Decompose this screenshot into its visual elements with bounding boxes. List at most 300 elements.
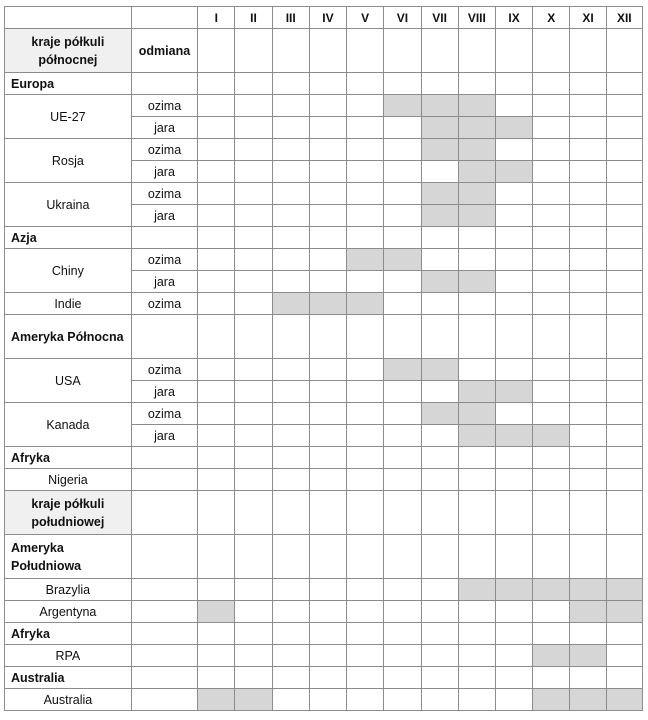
empty-cell xyxy=(421,535,458,579)
empty-cell xyxy=(309,667,346,689)
empty-cell xyxy=(495,535,532,579)
empty-cell xyxy=(272,117,309,139)
variety-cell: jara xyxy=(131,425,197,447)
empty-cell xyxy=(347,205,384,227)
empty-cell xyxy=(347,29,384,73)
empty-cell xyxy=(309,601,346,623)
empty-cell xyxy=(495,183,532,205)
empty-cell xyxy=(198,271,235,293)
variety-cell xyxy=(131,689,197,711)
empty-cell xyxy=(606,469,642,491)
empty-cell xyxy=(384,535,421,579)
empty-cell xyxy=(131,447,197,469)
month-header-II: II xyxy=(235,7,272,29)
empty-cell xyxy=(606,139,642,161)
empty-cell xyxy=(347,491,384,535)
empty-cell xyxy=(272,469,309,491)
variety-cell: ozima xyxy=(131,293,197,315)
empty-cell xyxy=(384,73,421,95)
empty-cell xyxy=(570,469,606,491)
data-row xyxy=(5,689,643,711)
empty-cell xyxy=(347,601,384,623)
empty-cell xyxy=(421,249,458,271)
empty-cell xyxy=(458,227,495,249)
empty-cell xyxy=(606,491,642,535)
empty-cell xyxy=(495,227,532,249)
empty-cell xyxy=(198,249,235,271)
region-header: kraje półkuli południowej xyxy=(5,491,132,535)
empty-cell xyxy=(347,117,384,139)
empty-cell xyxy=(570,117,606,139)
harvest-cell xyxy=(495,381,532,403)
month-header-I: I xyxy=(198,7,235,29)
empty-cell xyxy=(533,161,570,183)
harvest-cell xyxy=(533,689,570,711)
empty-cell xyxy=(235,425,272,447)
empty-cell xyxy=(198,315,235,359)
empty-cell xyxy=(384,689,421,711)
empty-cell xyxy=(533,315,570,359)
empty-cell xyxy=(198,117,235,139)
section-row xyxy=(5,73,643,95)
empty-cell xyxy=(198,491,235,535)
empty-cell xyxy=(570,623,606,645)
empty-cell xyxy=(533,359,570,381)
empty-cell xyxy=(347,535,384,579)
empty-cell xyxy=(347,381,384,403)
empty-cell xyxy=(570,315,606,359)
empty-cell xyxy=(309,447,346,469)
harvest-cell xyxy=(458,425,495,447)
empty-cell xyxy=(606,623,642,645)
empty-cell xyxy=(421,447,458,469)
empty-cell xyxy=(235,359,272,381)
empty-cell xyxy=(235,667,272,689)
harvest-cell xyxy=(421,271,458,293)
country-cell: Indie xyxy=(5,293,132,315)
empty-cell xyxy=(570,95,606,117)
empty-cell xyxy=(131,227,197,249)
empty-cell xyxy=(198,381,235,403)
section-label: Ameryka Północna xyxy=(5,315,132,359)
month-header-III: III xyxy=(272,7,309,29)
harvest-cell xyxy=(495,425,532,447)
empty-cell xyxy=(533,205,570,227)
empty-cell xyxy=(272,623,309,645)
harvest-cell xyxy=(384,359,421,381)
empty-cell xyxy=(309,271,346,293)
month-header-row xyxy=(5,7,643,29)
empty-cell xyxy=(384,205,421,227)
harvest-cell xyxy=(458,183,495,205)
empty-cell xyxy=(570,205,606,227)
empty-cell xyxy=(570,667,606,689)
variety-cell xyxy=(131,645,197,667)
empty-cell xyxy=(235,315,272,359)
empty-cell xyxy=(309,139,346,161)
empty-cell xyxy=(272,249,309,271)
harvest-cell xyxy=(198,689,235,711)
empty-cell xyxy=(309,227,346,249)
variety-cell: ozima xyxy=(131,403,197,425)
empty-cell xyxy=(235,205,272,227)
empty-cell xyxy=(606,183,642,205)
empty-cell xyxy=(384,579,421,601)
data-row xyxy=(5,469,643,491)
corner-cell xyxy=(131,7,197,29)
empty-cell xyxy=(309,381,346,403)
empty-cell xyxy=(533,601,570,623)
empty-cell xyxy=(495,359,532,381)
country-cell: Ukraina xyxy=(5,183,132,227)
harvest-cell xyxy=(421,95,458,117)
empty-cell xyxy=(309,623,346,645)
empty-cell xyxy=(347,161,384,183)
empty-cell xyxy=(570,425,606,447)
empty-cell xyxy=(570,161,606,183)
empty-cell xyxy=(235,469,272,491)
harvest-cell xyxy=(421,183,458,205)
empty-cell xyxy=(235,161,272,183)
empty-cell xyxy=(570,271,606,293)
empty-cell xyxy=(309,403,346,425)
empty-cell xyxy=(533,183,570,205)
empty-cell xyxy=(606,315,642,359)
empty-cell xyxy=(384,601,421,623)
empty-cell xyxy=(309,645,346,667)
empty-cell xyxy=(570,227,606,249)
variety-cell: ozima xyxy=(131,139,197,161)
empty-cell xyxy=(198,645,235,667)
harvest-cell xyxy=(533,425,570,447)
empty-cell xyxy=(198,161,235,183)
empty-cell xyxy=(347,403,384,425)
empty-cell xyxy=(272,73,309,95)
harvest-cell xyxy=(458,117,495,139)
empty-cell xyxy=(198,579,235,601)
empty-cell xyxy=(495,249,532,271)
data-row xyxy=(5,139,643,161)
empty-cell xyxy=(533,535,570,579)
empty-cell xyxy=(198,293,235,315)
empty-cell xyxy=(533,73,570,95)
empty-cell xyxy=(235,139,272,161)
empty-cell xyxy=(384,29,421,73)
empty-cell xyxy=(347,227,384,249)
country-cell: RPA xyxy=(5,645,132,667)
harvest-cell xyxy=(421,205,458,227)
harvest-cell xyxy=(570,579,606,601)
empty-cell xyxy=(198,667,235,689)
empty-cell xyxy=(309,161,346,183)
variety-cell: ozima xyxy=(131,249,197,271)
empty-cell xyxy=(235,623,272,645)
empty-cell xyxy=(198,205,235,227)
data-row xyxy=(5,601,643,623)
harvest-cell xyxy=(384,95,421,117)
empty-cell xyxy=(272,359,309,381)
empty-cell xyxy=(421,579,458,601)
empty-cell xyxy=(458,359,495,381)
harvest-cell xyxy=(309,293,346,315)
empty-cell xyxy=(235,95,272,117)
empty-cell xyxy=(309,95,346,117)
empty-cell xyxy=(570,249,606,271)
empty-cell xyxy=(606,271,642,293)
empty-cell xyxy=(570,447,606,469)
empty-cell xyxy=(458,689,495,711)
empty-cell xyxy=(347,645,384,667)
empty-cell xyxy=(235,535,272,579)
empty-cell xyxy=(235,73,272,95)
empty-cell xyxy=(458,469,495,491)
harvest-cell xyxy=(458,95,495,117)
empty-cell xyxy=(384,425,421,447)
section-row xyxy=(5,535,643,579)
month-header-IX: IX xyxy=(495,7,532,29)
month-header-XII: XII xyxy=(606,7,642,29)
empty-cell xyxy=(570,29,606,73)
empty-cell xyxy=(606,161,642,183)
empty-cell xyxy=(235,403,272,425)
empty-cell xyxy=(495,95,532,117)
empty-cell xyxy=(421,29,458,73)
empty-cell xyxy=(570,183,606,205)
empty-cell xyxy=(272,95,309,117)
data-row xyxy=(5,95,643,117)
empty-cell xyxy=(606,447,642,469)
empty-cell xyxy=(606,249,642,271)
empty-cell xyxy=(309,315,346,359)
empty-cell xyxy=(384,183,421,205)
empty-cell xyxy=(347,689,384,711)
empty-cell xyxy=(495,469,532,491)
month-header-VIII: VIII xyxy=(458,7,495,29)
harvest-cell xyxy=(458,139,495,161)
empty-cell xyxy=(272,161,309,183)
column-header-row xyxy=(5,29,643,73)
harvest-cell xyxy=(458,579,495,601)
empty-cell xyxy=(421,227,458,249)
empty-cell xyxy=(384,447,421,469)
empty-cell xyxy=(198,73,235,95)
section-label: Afryka xyxy=(5,623,132,645)
variety-cell xyxy=(131,579,197,601)
empty-cell xyxy=(384,381,421,403)
harvest-cell xyxy=(458,205,495,227)
empty-cell xyxy=(235,381,272,403)
empty-cell xyxy=(198,359,235,381)
empty-cell xyxy=(272,271,309,293)
section-label: Azja xyxy=(5,227,132,249)
month-header-XI: XI xyxy=(570,7,606,29)
empty-cell xyxy=(384,117,421,139)
empty-cell xyxy=(421,623,458,645)
empty-cell xyxy=(131,73,197,95)
empty-cell xyxy=(495,403,532,425)
empty-cell xyxy=(309,359,346,381)
empty-cell xyxy=(570,535,606,579)
harvest-cell xyxy=(421,403,458,425)
harvest-cell xyxy=(495,117,532,139)
empty-cell xyxy=(533,95,570,117)
empty-cell xyxy=(421,667,458,689)
empty-cell xyxy=(421,469,458,491)
country-cell: Kanada xyxy=(5,403,132,447)
empty-cell xyxy=(458,29,495,73)
variety-cell: ozima xyxy=(131,359,197,381)
empty-cell xyxy=(533,249,570,271)
empty-cell xyxy=(309,29,346,73)
empty-cell xyxy=(347,469,384,491)
harvest-cell xyxy=(235,689,272,711)
empty-cell xyxy=(495,601,532,623)
country-cell: Rosja xyxy=(5,139,132,183)
empty-cell xyxy=(606,645,642,667)
empty-cell xyxy=(198,29,235,73)
empty-cell xyxy=(235,491,272,535)
empty-cell xyxy=(198,227,235,249)
section-label: Afryka xyxy=(5,447,132,469)
empty-cell xyxy=(570,403,606,425)
empty-cell xyxy=(495,623,532,645)
empty-cell xyxy=(458,315,495,359)
empty-cell xyxy=(347,623,384,645)
section-row xyxy=(5,315,643,359)
empty-cell xyxy=(272,403,309,425)
empty-cell xyxy=(606,227,642,249)
empty-cell xyxy=(458,293,495,315)
empty-cell xyxy=(533,667,570,689)
empty-cell xyxy=(309,689,346,711)
empty-cell xyxy=(347,579,384,601)
empty-cell xyxy=(198,623,235,645)
empty-cell xyxy=(495,491,532,535)
harvest-cell xyxy=(458,381,495,403)
variety-cell: ozima xyxy=(131,95,197,117)
empty-cell xyxy=(458,73,495,95)
empty-cell xyxy=(347,73,384,95)
empty-cell xyxy=(272,645,309,667)
empty-cell xyxy=(235,601,272,623)
empty-cell xyxy=(606,117,642,139)
empty-cell xyxy=(347,447,384,469)
empty-cell xyxy=(235,293,272,315)
empty-cell xyxy=(198,139,235,161)
empty-cell xyxy=(533,403,570,425)
data-row xyxy=(5,249,643,271)
variety-cell: jara xyxy=(131,381,197,403)
empty-cell xyxy=(347,139,384,161)
empty-cell xyxy=(131,667,197,689)
empty-cell xyxy=(309,491,346,535)
harvest-cell xyxy=(495,579,532,601)
empty-cell xyxy=(606,381,642,403)
country-cell: Australia xyxy=(5,689,132,711)
corner-cell xyxy=(5,7,132,29)
empty-cell xyxy=(347,183,384,205)
harvest-cell xyxy=(570,689,606,711)
empty-cell xyxy=(272,183,309,205)
empty-cell xyxy=(235,645,272,667)
empty-cell xyxy=(235,271,272,293)
empty-cell xyxy=(421,645,458,667)
data-row xyxy=(5,579,643,601)
month-header-VI: VI xyxy=(384,7,421,29)
harvest-cell xyxy=(458,271,495,293)
variety-header: odmiana xyxy=(131,29,197,73)
country-cell: Nigeria xyxy=(5,469,132,491)
empty-cell xyxy=(495,205,532,227)
empty-cell xyxy=(198,403,235,425)
empty-cell xyxy=(533,117,570,139)
empty-cell xyxy=(533,491,570,535)
empty-cell xyxy=(606,29,642,73)
empty-cell xyxy=(606,95,642,117)
empty-cell xyxy=(198,183,235,205)
empty-cell xyxy=(495,645,532,667)
harvest-cell xyxy=(421,139,458,161)
harvest-cell xyxy=(347,249,384,271)
data-row xyxy=(5,403,643,425)
empty-cell xyxy=(570,359,606,381)
empty-cell xyxy=(272,315,309,359)
empty-cell xyxy=(533,227,570,249)
harvest-cell xyxy=(198,601,235,623)
empty-cell xyxy=(309,205,346,227)
empty-cell xyxy=(272,601,309,623)
empty-cell xyxy=(533,381,570,403)
empty-cell xyxy=(495,29,532,73)
empty-cell xyxy=(347,425,384,447)
harvest-cell xyxy=(458,403,495,425)
empty-cell xyxy=(235,117,272,139)
harvest-calendar-table xyxy=(4,6,643,711)
empty-cell xyxy=(309,183,346,205)
region-header-row xyxy=(5,491,643,535)
empty-cell xyxy=(458,535,495,579)
empty-cell xyxy=(272,667,309,689)
empty-cell xyxy=(235,579,272,601)
empty-cell xyxy=(495,689,532,711)
harvest-cell xyxy=(533,579,570,601)
empty-cell xyxy=(272,579,309,601)
empty-cell xyxy=(235,29,272,73)
empty-cell xyxy=(421,491,458,535)
empty-cell xyxy=(198,95,235,117)
empty-cell xyxy=(235,183,272,205)
empty-cell xyxy=(570,139,606,161)
empty-cell xyxy=(421,315,458,359)
empty-cell xyxy=(533,293,570,315)
empty-cell xyxy=(495,271,532,293)
month-header-V: V xyxy=(347,7,384,29)
harvest-cell xyxy=(458,161,495,183)
country-cell: Argentyna xyxy=(5,601,132,623)
harvest-cell xyxy=(533,645,570,667)
country-cell: Brazylia xyxy=(5,579,132,601)
empty-cell xyxy=(347,271,384,293)
harvest-cell xyxy=(347,293,384,315)
month-header-IV: IV xyxy=(309,7,346,29)
empty-cell xyxy=(570,293,606,315)
empty-cell xyxy=(384,623,421,645)
empty-cell xyxy=(495,293,532,315)
harvest-cell xyxy=(570,601,606,623)
empty-cell xyxy=(347,95,384,117)
section-row xyxy=(5,667,643,689)
empty-cell xyxy=(533,271,570,293)
